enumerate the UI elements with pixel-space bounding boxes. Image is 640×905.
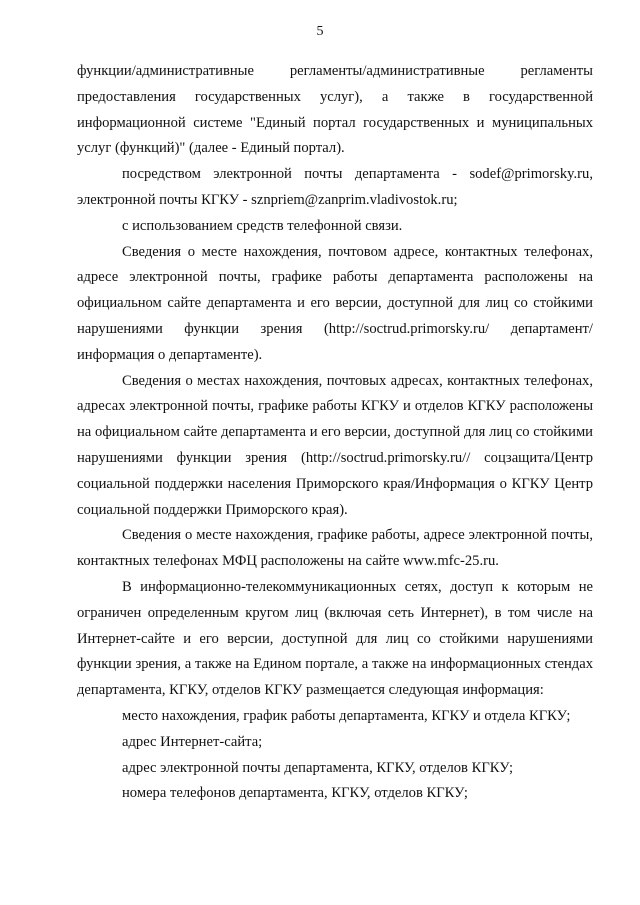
paragraph-mfc-info: Сведения о месте нахождения, графике работы, адресе электронной почты, контактных телефонах МФЦ расположены на сайте www.mfc-25.ru.: [77, 527, 593, 570]
paragraph-email-contacts: посредством электронной почты департамента - sodef@primorsky.ru, электронной почты КГКУ - sznpriem@zanprim.vladivostok.ru;: [77, 166, 593, 208]
list-item-website-address: адрес Интернет-сайта;: [122, 733, 263, 750]
paragraph-kgku-info: Сведения о местах нахождения, почтовых адресах, контактных телефонах, адресах электронной почты, графике работы КГКУ и отделов КГКУ расположены на официальном сайте департамента и его версии, доступной для лиц со стойкими нарушениями функции зрения (http://soctrud.primorsky.ru// соцзащита/Центр социальной поддержки населения Приморского края/Информация о КГКУ Центр социальной поддержки Приморского края).: [77, 372, 593, 518]
list-item-location-schedule: место нахождения, график работы департамента, КГКУ и отдела КГКУ;: [122, 707, 571, 724]
list-item-phone-numbers: номера телефонов департамента, КГКУ, отделов КГКУ;: [122, 785, 468, 802]
paragraph-networks-info: В информационно-телекоммуникационных сетях, доступ к которым не ограничен определенным кругом лиц (включая сеть Интернет), в том числе на Интернет-сайте и его версии, доступной для лиц со стойкими нарушениями функции зрения, а также на Едином портале, а также на информационных стендах департамента, КГКУ, отделов КГКУ размещается следующая информация:: [77, 578, 593, 699]
page-number: 5: [316, 24, 324, 39]
paragraph-regulations-continuation: функции/административные регламенты/административные регламенты предоставления государственных услуг), а также в государственной информационной системе "Единый портал государственных и муниципальных услуг (функций)" (далее - Единый портал).: [77, 63, 593, 157]
paragraph-department-info: Сведения о месте нахождения, почтовом адресе, контактных телефонах, адресе электронной почты, графике работы департамента расположены на официальном сайте департамента и его версии, доступной для лиц со стойкими нарушениями функции зрения (http://soctrud.primorsky.ru/ департамент/информация о департаменте).: [77, 243, 593, 363]
document-body: [77, 59, 593, 807]
list-item-email-address: адрес электронной почты департамента, КГКУ, отделов КГКУ;: [122, 759, 514, 776]
paragraph-telephone: с использованием средств телефонной связи.: [122, 217, 403, 234]
